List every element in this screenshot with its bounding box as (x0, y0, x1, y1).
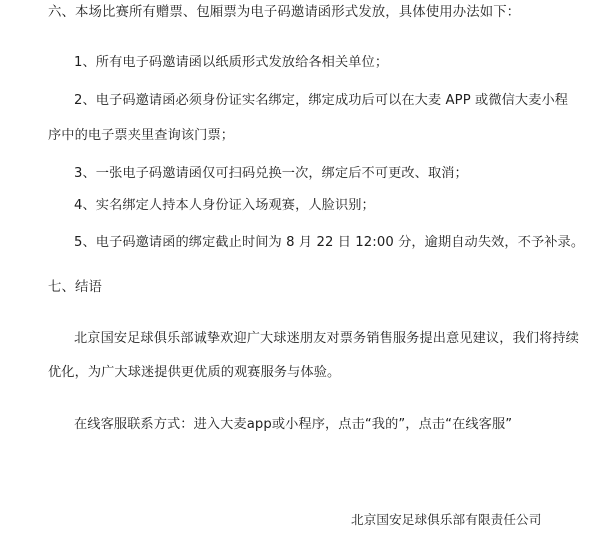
closing-paragraph-line-1: 北京国安足球俱乐部诚挚欢迎广大球迷朋友对票务销售服务提出意见建议，我们将持续 (74, 331, 579, 346)
section-6-item-5: 5、电子码邀请函的绑定截止时间为 8 月 22 日 12:00 分，逾期自动失效，不予补录。 (74, 235, 585, 250)
section-6-item-2-line-1: 2、电子码邀请函必须身份证实名绑定，绑定成功后可以在大麦 APP 或微信大麦小程 (74, 93, 569, 108)
section-6-item-3: 3、一张电子码邀请函仅可扫码兑换一次，绑定后不可更改、取消； (74, 166, 468, 181)
section-7-heading: 七、结语 (48, 280, 102, 295)
customer-service-contact: 在线客服联系方式：进入大麦app或小程序，点击“我的”，点击“在线客服” (74, 417, 513, 432)
section-6-heading: 六、本场比赛所有赠票、包厢票为电子码邀请函形式发放，具体使用办法如下： (48, 5, 521, 20)
closing-paragraph-line-2: 优化，为广大球迷提供更优质的观赛服务与体验。 (48, 365, 341, 380)
signature: 北京国安足球俱乐部有限责任公司 (351, 512, 542, 527)
section-6-item-4: 4、实名绑定人持本人身份证入场观赛，人脸识别； (74, 198, 375, 213)
section-6-item-1: 1、所有电子码邀请函以纸质形式发放给各相关单位； (74, 55, 389, 70)
section-6-item-2-line-2: 序中的电子票夹里查询该门票； (48, 128, 235, 143)
